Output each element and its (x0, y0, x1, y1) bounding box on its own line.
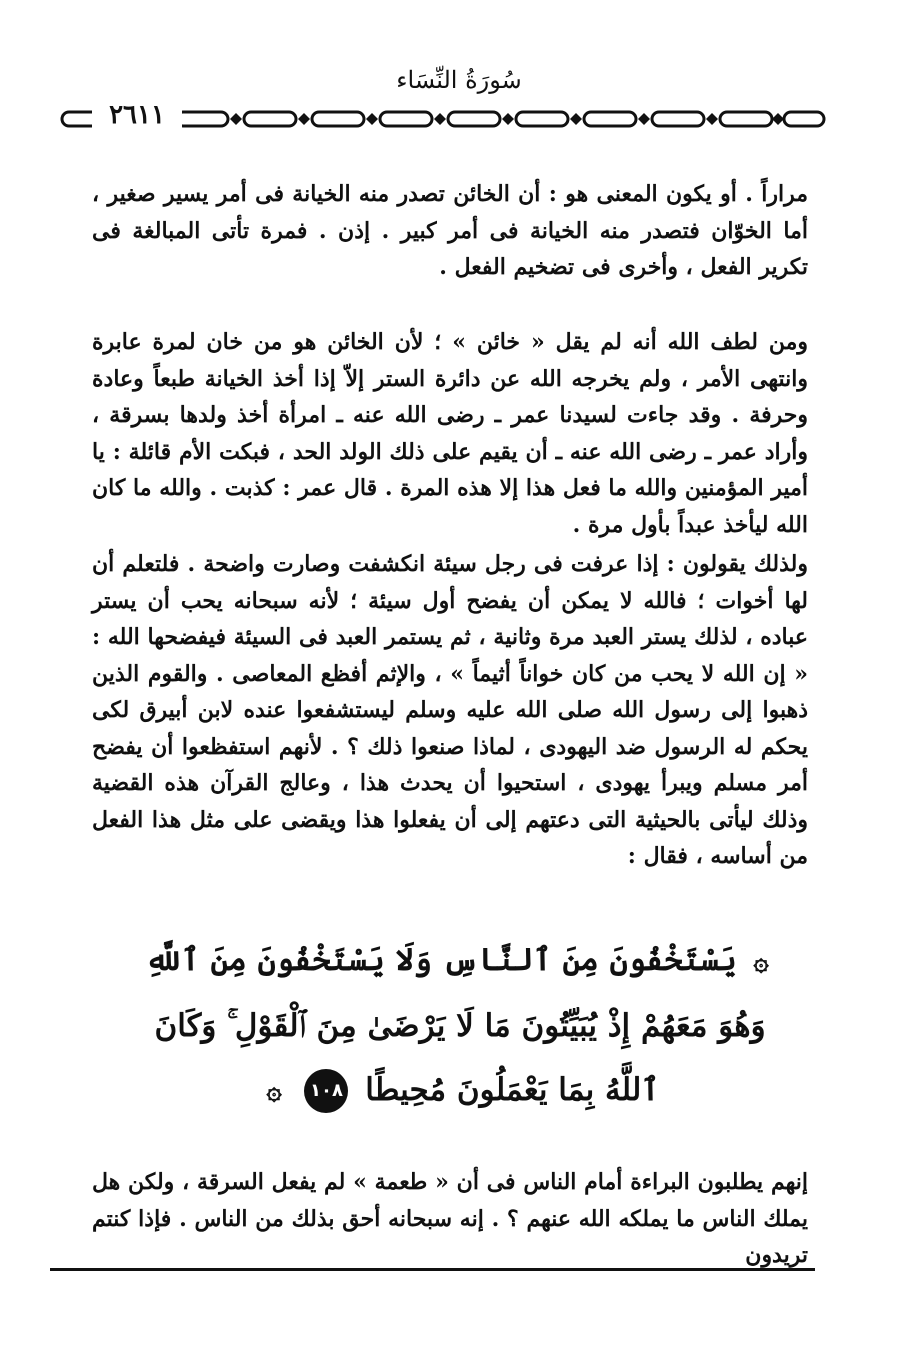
paragraph-2: ومن لطف الله أنه لم يقل « خائن » ؛ لأن الخائن هو من خان لمرة عابرة وانتهى الأمر ، ولم يخرجه الله عن دائرة الستر إلاّ إذا أخذ الخيانة طبعاً وعادة وحرفة . وقد جاءت لسيدنا عمر ـ رضى الله عنه ـ امرأة أخذ ولدها بسرقة ، وأراد عمر ـ رضى الله عنه ـ أن يقيم على ذلك الولد الحد ، فبكت الأم قائلة : يا أمير المؤمنين والله ما فعل هذا إلا هذه المرة . قال عمر : كذبت . والله ما كان الله ليأخذ عبداً بأول مرة . (92, 329, 808, 538)
paragraph-4: إنهم يطلبون البراءة أمام الناس فى أن « طعمة » لم يفعل السرقة ، ولكن هل يملك الناس ما يملكه الله عنهم ؟ . إنه سبحانه أحق بذلك من الناس . فإذا كنتم تريدون (92, 1169, 808, 1268)
verse-close-ornament-icon: ۞ (266, 1076, 282, 1106)
footer-divider (50, 1268, 815, 1271)
verse-line-2: وَهُوَ مَعَهُمْ إِذْ يُبَيِّتُونَ مَا لَا يَرْضَىٰ مِنَ ٱلْقَوْلِ ۚ وَكَانَ (154, 1007, 766, 1044)
verse-line-3-text: ٱللَّهُ بِمَا يَعْمَلُونَ مُحِيطًا (365, 1071, 660, 1108)
surah-title: سُورَةُ النِّسَاء (396, 66, 522, 94)
verse-open-ornament-icon: ۞ (753, 946, 769, 977)
paragraph-3: ولذلك يقولون : إذا عرفت فى رجل سيئة انكشفت وصارت واضحة . فلتعلم أن لها أخوات ؛ فالله لا يمكن أن يفضح أول سيئة ؛ لأنه سبحانه يحب أن يستر عباده ، لذلك يستر العبد مرة وثانية ، ثم يستمر العبد فى السيئة فيفضحها الله : « إن الله لا يحب من كان خواناً أثيماً » ، والإثم أفظع المعاصى . والقوم الذين ذهبوا إلى رسول الله صلى الله عليه وسلم ليستشفعوا عنده لابن أبيرق لكى يحكم له الرسول ضد اليهودى ، لماذا صنعوا ذلك ؟ . لأنهم استفظعوا أن يفضح أمر مسلم ويبرأ يهودى ، استحيوا أن يحدث هذا ، وعالج القرآن هذه القضية وذلك ليأتى بالحيثية التى دعتهم إلى أن يفعلوا هذا ويقضى على مثل هذا الفعل من أساسه ، فقال : (92, 551, 808, 869)
quran-verse-block (130, 928, 790, 1123)
verse-line-1 (130, 928, 790, 994)
paragraph-1: مراراً . أو يكون المعنى هو : أن الخائن تصدر منه الخيانة فى أمر يسير صغير ، أما الخوّان فتصدر منه الخيانة فى أمر كبير . إذن . فمرة تأتى المبالغة فى تكرير الفعل ، وأخرى فى تضخيم الفعل . (92, 181, 808, 280)
verse-line-1-text: يَسْتَخْفُونَ مِنَ ٱلنَّاسِ وَلَا يَسْتَخْفُونَ مِنَ ٱللَّهِ (145, 942, 737, 978)
page-number: ٢٦١١ (92, 100, 182, 130)
verse-number-badge: ١٠٨ (304, 1069, 348, 1113)
verse-line-3 (130, 1058, 790, 1124)
